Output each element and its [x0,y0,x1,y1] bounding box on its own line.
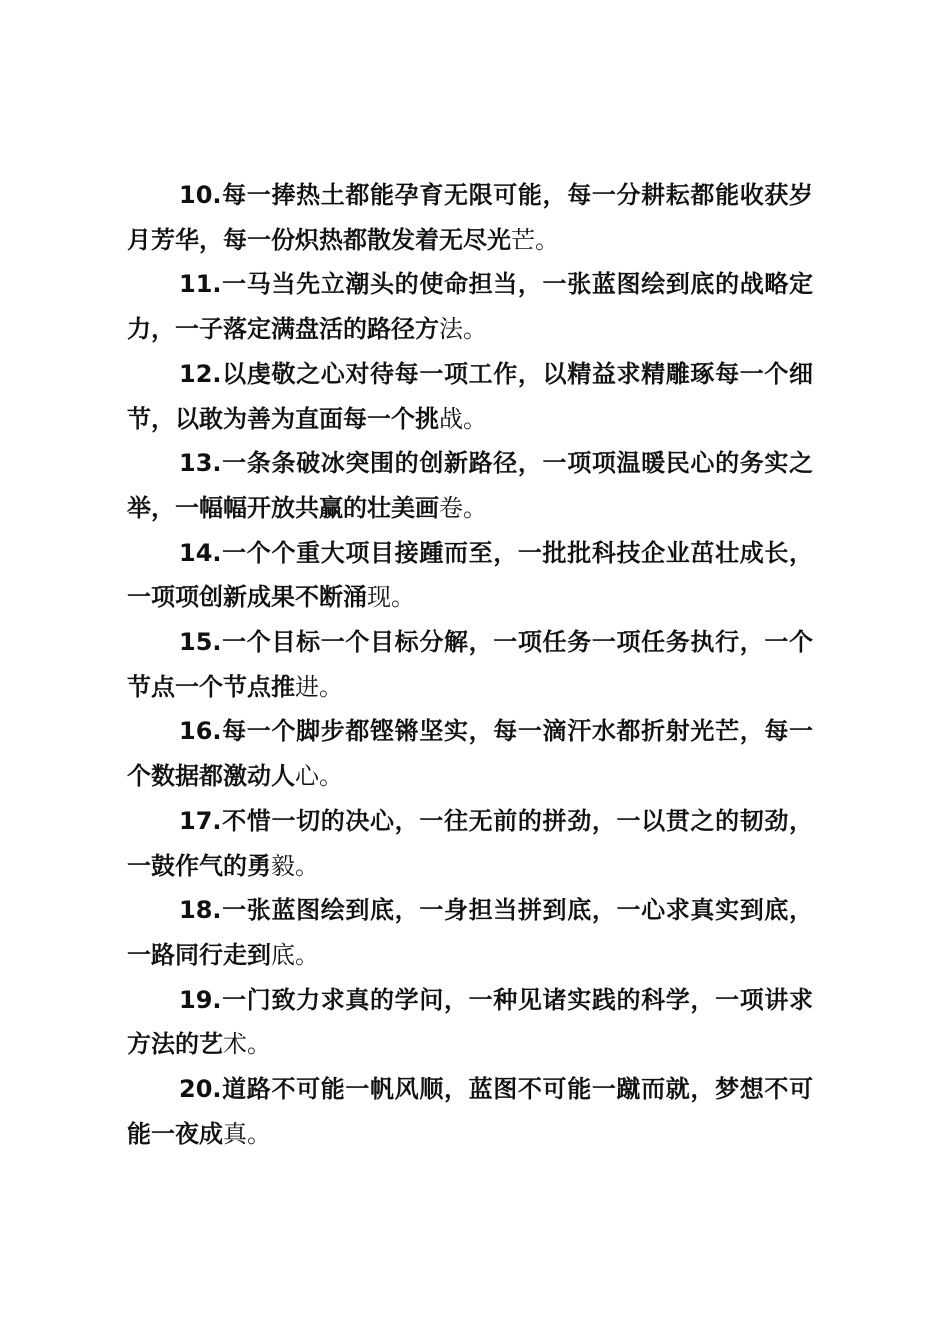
paragraph-15 [127,620,813,709]
paragraph-text: 17.不惜一切的决心，一往无前的拼劲，一以贯之的韧劲，一鼓作气的勇 [127,806,813,880]
paragraph-10 [127,173,813,262]
paragraph-14 [127,531,813,620]
paragraph-ending: 进。 [295,672,343,701]
paragraph-ending: 现。 [367,583,415,612]
paragraph-13 [127,441,813,530]
paragraph-text: 14.一个个重大项目接踵而至，一批批科技企业茁壮成长，一项项创新成果不断涌 [127,538,813,612]
paragraph-text: 19.一门致力求真的学问，一种见诸实践的科学，一项讲求方法的艺 [127,985,813,1059]
paragraph-20 [127,1067,813,1156]
paragraph-ending: 法。 [439,315,487,344]
paragraph-17 [127,799,813,888]
paragraph-text: 15.一个目标一个目标分解，一项任务一项任务执行，一个节点一个节点推 [127,628,813,701]
paragraph-ending: 芒。 [511,225,559,254]
paragraph-text: 13.一条条破冰突围的创新路径，一项项温暖民心的务实之举，一幅幅开放共赢的壮美画 [127,449,813,522]
paragraph-ending: 心。 [295,762,343,791]
paragraph-text: 10.每一捧热土都能孕育无限可能，每一分耕耘都能收获岁月芳华，每一份炽热都散发着无尽光 [127,181,813,254]
paragraph-18 [127,888,813,977]
document-body [127,173,813,1156]
paragraph-11 [127,262,813,351]
paragraph-text: 12.以虔敬之心对待每一项工作，以精益求精雕琢每一个细节，以敢为善为直面每一个挑 [127,359,813,433]
paragraph-text: 20.道路不可能一帆风顺，蓝图不可能一蹴而就，梦想不可能一夜成 [127,1075,813,1148]
paragraph-16 [127,709,813,798]
paragraph-ending: 卷。 [439,493,487,522]
paragraph-ending: 真。 [223,1119,271,1148]
paragraph-ending: 战。 [439,404,487,433]
paragraph-ending: 术。 [223,1030,271,1059]
paragraph-ending: 底。 [271,940,319,969]
paragraph-ending: 毅。 [271,851,319,880]
paragraph-12 [127,352,813,441]
paragraph-text: 16.每一个脚步都铿锵坚实，每一滴汗水都折射光芒，每一个数据都激动人 [127,717,813,791]
paragraph-text: 18.一张蓝图绘到底，一身担当拼到底，一心求真实到底，一路同行走到 [127,896,813,969]
paragraph-text: 11.一马当先立潮头的使命担当，一张蓝图绘到底的战略定力，一子落定满盘活的路径方 [127,270,813,344]
paragraph-19 [127,978,813,1067]
